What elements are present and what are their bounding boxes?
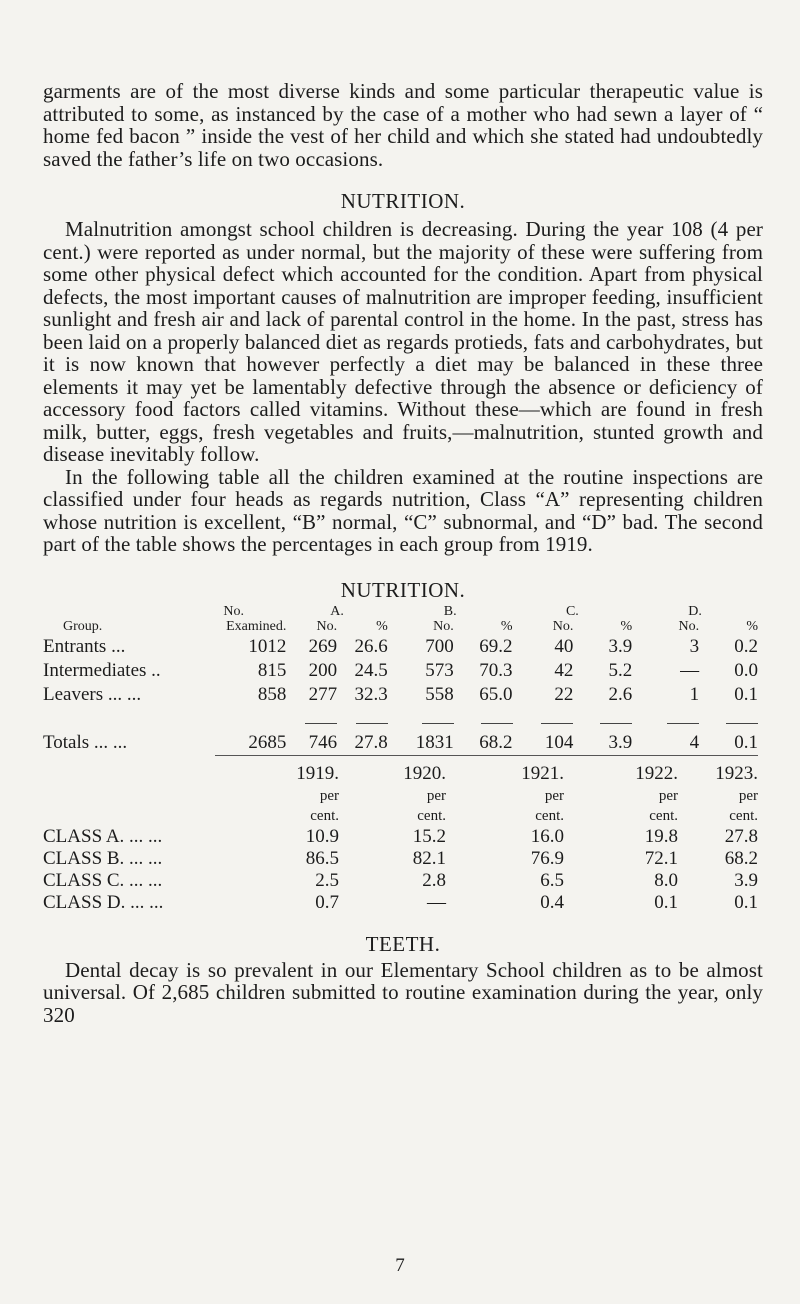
table-row	[43, 892, 758, 914]
table-sub-header-row	[43, 619, 758, 635]
header-class-a: A.	[330, 603, 344, 619]
cell-c-no: 22	[554, 683, 574, 705]
total-c-pct: 3.9	[573, 731, 632, 756]
cell-c-pct: 5.2	[608, 659, 633, 681]
intro-paragraph: garments are of the most diverse kinds and some particular therapeutic value is attributed to some, as instanced by the case of a mother who had sewn a layer of “ home fed bacon ” inside the vest of her child and which she stated had undoubtedly saved the father’s life on two occasions.	[43, 79, 763, 171]
header-group: Group.	[63, 618, 103, 634]
pct-cell: 86.5	[305, 847, 339, 869]
per-label-row	[43, 786, 758, 806]
cell-b-pct: 69.2	[479, 635, 513, 657]
nutrition-paragraph-2: In the following table all the children examined at the routine inspections are classified under four heads as regards nutrition, Class “A” representing children whose nutrition is excellent, “B” normal, “C” subnormal, and “D” bad. The second part of the table shows the percentages in each group from 1919.	[43, 464, 763, 556]
cell-c-pct: 3.9	[608, 635, 633, 657]
cell-b-pct: 65.0	[479, 683, 513, 705]
class-percentage-table	[43, 762, 758, 914]
cell-c-pct: 2.6	[608, 683, 633, 705]
cent-label: cent.	[649, 807, 678, 824]
cent-label-row	[43, 806, 758, 826]
year-1922: 1922.	[635, 762, 678, 784]
pct-cell: 19.8	[644, 825, 678, 847]
pct-cell: 6.5	[540, 869, 564, 891]
pct-cell: 27.8	[724, 825, 758, 847]
total-d-pct: 0.1	[699, 731, 758, 756]
total-c-no: 104	[513, 731, 574, 756]
total-b-no: 1831	[388, 731, 454, 756]
table-row	[43, 683, 758, 707]
per-label: per	[544, 787, 564, 804]
nutrition-heading: NUTRITION.	[340, 189, 466, 213]
row-label: Leavers ... ...	[43, 683, 142, 705]
cell-a-no: 269	[308, 635, 338, 657]
header-b-pct: %	[500, 618, 513, 634]
header-class-c: C.	[565, 603, 579, 619]
cent-label: cent.	[729, 807, 758, 824]
per-label: per	[658, 787, 678, 804]
total-a-no: 746	[286, 731, 337, 756]
header-class-b: B.	[443, 603, 457, 619]
nutrition-paragraph-1: Malnutrition amongst school children is decreasing. During the year 108 (4 per cent.) were reported as under normal, but the majority of these were suffering from some other physical defect which accounted for the condition. Apart from physical defects, the most important causes of malnutrition are improper feeding, insufficient sunlight and fresh air and lack of parental control in the home. In the past, stress has been laid on a properly balanced diet as regards protieds, fats and carbohydrates, but it is now known that however perfectly a diet may be balanced in these three elements it may yet be lamentably defective through the absence or deficiency of accessory food factors called vitamins. Without these—which are found in fresh milk, butter, eggs, fresh vegetables and fruits,—malnutrition, stunted growth and disease inevitably follow.	[43, 217, 763, 466]
row-label: Entrants ...	[43, 635, 126, 657]
header-b-no: No.	[433, 618, 454, 634]
rule-divider	[726, 723, 758, 724]
table-rule-row	[43, 707, 758, 731]
pct-cell: 0.1	[734, 891, 758, 913]
table-row	[43, 826, 758, 848]
class-label: CLASS C. ... ...	[43, 869, 163, 891]
pct-cell: 16.0	[530, 825, 564, 847]
pct-cell: 0.7	[315, 891, 339, 913]
header-no: No.	[223, 603, 245, 619]
pct-cell: 8.0	[654, 869, 678, 891]
year-1919: 1919.	[296, 762, 339, 784]
cell-examined: 858	[257, 683, 287, 705]
table-row	[43, 848, 758, 870]
cell-c-no: 42	[554, 659, 574, 681]
header-c-pct: %	[620, 618, 633, 634]
cell-c-no: 40	[554, 635, 574, 657]
cent-label: cent.	[417, 807, 446, 824]
table-top-header-row	[43, 605, 758, 619]
header-a-pct: %	[376, 618, 388, 634]
totals-label: Totals ... ...	[43, 731, 128, 753]
teeth-heading: TEETH.	[365, 931, 441, 956]
total-b-pct: 68.2	[454, 731, 513, 756]
cell-d-no: 1	[689, 683, 700, 705]
cell-d-no: —	[680, 659, 700, 681]
header-a-no: No.	[316, 618, 338, 634]
cent-label: cent.	[535, 807, 564, 824]
year-1920: 1920.	[403, 762, 446, 784]
table-row	[43, 635, 758, 659]
cell-d-pct: 0.2	[734, 635, 758, 657]
per-label: per	[426, 787, 446, 804]
pct-cell: 3.9	[734, 869, 758, 891]
row-label: Intermediates ..	[43, 659, 161, 681]
cell-examined: 815	[257, 659, 287, 681]
nutrition-classification-table	[43, 605, 758, 756]
cent-label: cent.	[310, 807, 339, 824]
pct-cell: 15.2	[412, 825, 446, 847]
table-row	[43, 659, 758, 683]
pct-cell: 2.8	[422, 869, 446, 891]
cell-a-pct: 24.5	[354, 659, 388, 681]
rule-divider	[422, 723, 454, 724]
header-class-d: D.	[688, 603, 702, 619]
cell-b-no: 700	[425, 635, 454, 657]
cell-a-pct: 32.3	[354, 683, 388, 705]
rule-divider	[600, 723, 632, 724]
cell-b-no: 573	[425, 659, 454, 681]
class-label: CLASS B. ... ...	[43, 847, 163, 869]
header-d-pct: %	[746, 618, 758, 634]
rule-divider	[541, 723, 573, 724]
total-d-no: 4	[632, 731, 699, 756]
table-heading: NUTRITION.	[340, 577, 466, 602]
rule-divider	[481, 723, 513, 724]
total-a-pct: 27.8	[337, 731, 388, 756]
class-label: CLASS A. ... ...	[43, 825, 163, 847]
cell-a-no: 277	[308, 683, 338, 705]
year-1923: 1923.	[715, 762, 758, 784]
cell-d-no: 3	[689, 635, 700, 657]
pct-cell: —	[427, 891, 446, 913]
cell-d-pct: 0.0	[734, 659, 758, 681]
table-row	[43, 870, 758, 892]
pct-cell: 0.1	[654, 891, 678, 913]
cell-b-pct: 70.3	[479, 659, 513, 681]
pct-cell: 2.5	[315, 869, 339, 891]
rule-divider	[356, 723, 388, 724]
rule-divider	[305, 723, 337, 724]
pct-cell: 68.2	[724, 847, 758, 869]
teeth-paragraph: Dental decay is so prevalent in our Elementary School children as to be almost universal. Of 2,685 children submitted to routine examination during the year, only 320	[43, 957, 763, 1027]
class-label: CLASS D. ... ...	[43, 891, 164, 913]
cell-a-pct: 26.6	[354, 635, 388, 657]
header-d-no: No.	[678, 618, 700, 634]
total-examined: 2685	[215, 731, 286, 756]
cell-examined: 1012	[248, 635, 287, 657]
pct-cell: 76.9	[530, 847, 564, 869]
cell-b-no: 558	[425, 683, 454, 705]
cell-d-pct: 0.1	[734, 683, 758, 705]
year-1921: 1921.	[521, 762, 564, 784]
pct-cell: 0.4	[540, 891, 564, 913]
header-examined: Examined.	[226, 618, 287, 634]
year-header-row	[43, 762, 758, 786]
table-totals-row	[43, 731, 758, 756]
pct-cell: 72.1	[644, 847, 678, 869]
per-label: per	[319, 787, 339, 804]
header-c-no: No.	[552, 618, 574, 634]
per-label: per	[738, 787, 758, 804]
pct-cell: 82.1	[412, 847, 446, 869]
document-page	[43, 80, 763, 1026]
rule-divider	[667, 723, 699, 724]
cell-a-no: 200	[308, 659, 338, 681]
page-number: 7	[395, 1255, 405, 1276]
pct-cell: 10.9	[305, 825, 339, 847]
